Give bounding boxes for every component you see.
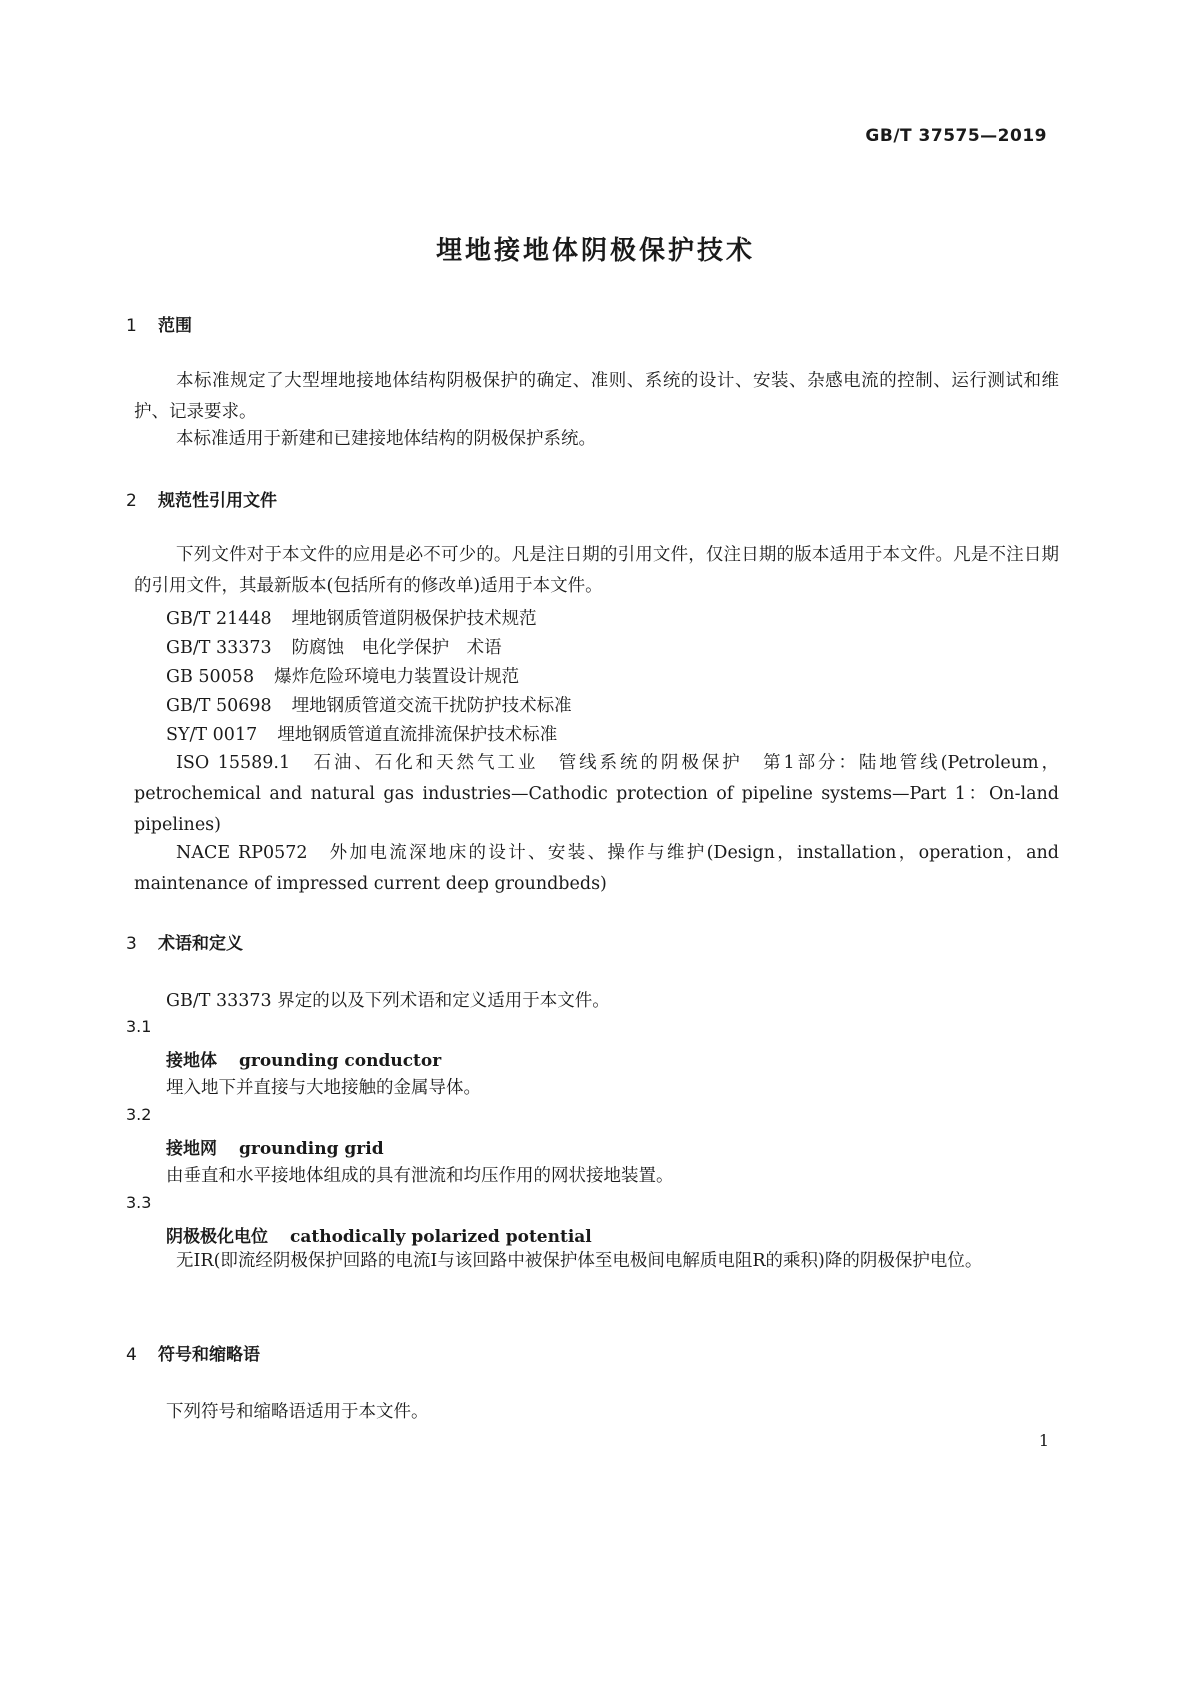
term-definition: 无IR(即流经阴极保护回路的电流I与该回路中被保护体至电极间电解质电阻R的乘积)降的阴极保护电位。 [176,1251,983,1271]
reference-code: GB/T 33373 [166,638,272,658]
term-definition: 由垂直和水平接地体组成的具有泄流和均压作用的网状接地装置。 [166,1166,674,1186]
section-number: 4 [126,1345,137,1365]
reference-code: SY/T 0017 [166,725,258,745]
reference-item [166,721,557,746]
term-definition: 埋入地下并直接与大地接触的金属导体。 [166,1078,481,1098]
term-english: grounding grid [239,1139,384,1159]
section-3-heading [126,929,243,954]
document-title: 埋地接地体阴极保护技术 [435,236,755,266]
term-number: 3.1 [126,1017,152,1036]
document-number: GB/T 37575—2019 [865,126,1047,146]
section-title: 规范性引用文件 [158,491,277,511]
section-title: 术语和定义 [158,934,243,954]
reference-code: GB/T 21448 [166,609,272,629]
reference-title: 爆炸危险环境电力装置设计规范 [274,667,520,687]
section-2-heading [126,486,277,511]
section-4-intro: 下列符号和缩略语适用于本文件。 [166,1402,429,1422]
reference-item-nace: NACE RP0572 外加电流深地床的设计、安装、操作与维护(Design，installation，operation，and maintenance of impressed current deep groundbeds) [134,843,1059,894]
term-english: cathodically polarized potential [290,1227,592,1247]
term-chinese: 接地体 [166,1051,217,1071]
term-english: grounding conductor [239,1051,442,1071]
section-title: 范围 [158,316,192,336]
section-1-heading [126,311,192,336]
section-number: 3 [126,934,137,954]
reference-title: 防腐蚀 电化学保护 术语 [291,638,502,658]
reference-item [166,605,537,630]
section-2-paragraph: 下列文件对于本文件的应用是必不可少的。凡是注日期的引用文件，仅注日期的版本适用于本文件。凡是不注日期的引用文件，其最新版本(包括所有的修改单)适用于本文件。 [134,545,1059,596]
reference-item-iso: ISO 15589.1 石油、石化和天然气工业 管线系统的阴极保护 第1部分：陆地管线(Petroleum，petrochemical and natural gas industries—Cathodic protection of pipeline systems—Part 1：On-land pipelines) [134,753,1059,835]
section-1-paragraph-2: 本标准适用于新建和已建接地体结构的阴极保护系统。 [176,429,596,449]
term-heading [166,1134,384,1159]
reference-item [166,663,519,688]
term-number: 3.2 [126,1105,152,1124]
reference-title: 埋地钢质管道直流排流保护技术标准 [277,725,558,745]
term-heading [166,1222,592,1247]
term-chinese: 接地网 [166,1139,217,1159]
section-4-heading [126,1340,260,1365]
page-number: 1 [1038,1431,1049,1450]
reference-title: 埋地钢质管道阴极保护技术规范 [291,609,537,629]
reference-item [166,634,502,659]
reference-code: GB/T 50698 [166,696,272,716]
section-1-paragraph-1: 本标准规定了大型埋地接地体结构阴极保护的确定、准则、系统的设计、安装、杂感电流的控制、运行测试和维护、记录要求。 [134,371,1059,422]
reference-code: GB 50058 [166,667,255,687]
section-number: 1 [126,316,137,336]
term-number: 3.3 [126,1193,152,1212]
term-chinese: 阴极极化电位 [166,1227,268,1247]
reference-title: 埋地钢质管道交流干扰防护技术标准 [291,696,572,716]
section-title: 符号和缩略语 [158,1345,260,1365]
reference-item [166,692,572,717]
section-number: 2 [126,491,137,511]
term-heading [166,1046,441,1071]
section-3-intro: GB/T 33373 界定的以及下列术语和定义适用于本文件。 [166,991,610,1011]
